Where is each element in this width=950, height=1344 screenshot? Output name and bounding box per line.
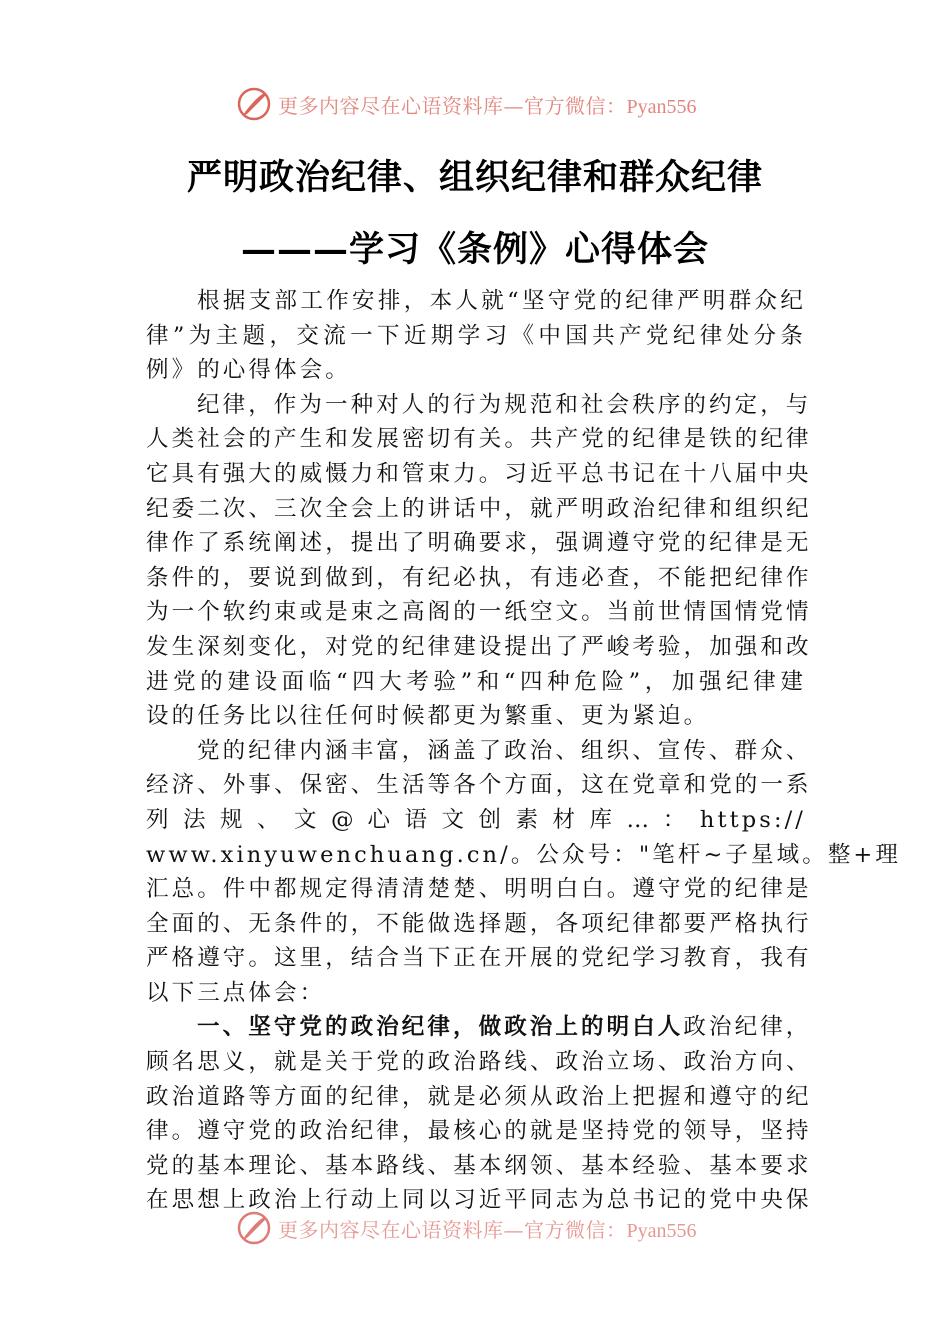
document-title: 严明政治纪律、组织纪律和群众纪律: [186, 157, 763, 198]
text-line: 律。遵守党的政治纪律，最核心的就是坚持党的领导，坚持: [146, 1118, 812, 1145]
pen-logo-icon: [236, 86, 272, 122]
text-line: 政治道路等方面的纪律，就是必须从政治上把握和遵守的纪: [146, 1083, 812, 1110]
text-line: 律”为主题，交流一下近期学习《中国共产党纪律处分条: [146, 322, 806, 349]
pen-logo-icon: [236, 1210, 272, 1246]
watermark-header: [236, 84, 756, 124]
section-heading: 一、坚守党的政治纪律，做政治上的明白人: [197, 1014, 684, 1041]
document-body: [146, 284, 901, 1218]
text-line: www.xinyuwenchuang.cn/。公众号："笔杆~子星域。整+理: [146, 841, 901, 868]
document-subtitle: ———学习《条例》心得体会: [240, 229, 709, 270]
text-line: 纪律，作为一种对人的行为规范和社会秩序的约定，与: [197, 391, 812, 418]
watermark-text: 更多内容尽在心语资料库—官方微信：Pyan556: [278, 1217, 697, 1242]
text-line: 在思想上政治上行动上同以习近平同志为总书记的党中央保: [146, 1187, 812, 1214]
watermark-text: 更多内容尽在心语资料库—官方微信：Pyan556: [278, 93, 697, 118]
text-line: 进党的建设面临“四大考验”和“四种危险”，加强纪律建: [146, 668, 806, 695]
text-line: 条件的，要说到做到，有纪必执，有违必查，不能把纪律作: [146, 564, 812, 591]
text-line: 严格遵守。这里，结合当下正在开展的党纪学习教育，我有: [146, 945, 812, 972]
watermark-footer: [236, 1208, 756, 1248]
text-line: 它具有强大的威慑力和管束力。习近平总书记在十八届中央: [146, 460, 812, 487]
text-line: 顾名思义，就是关于党的政治路线、政治立场、政治方向、: [146, 1049, 812, 1076]
text-line: 列 法 规 、 文 @ 心 语 文 创 素 材 库 … ： https://: [146, 806, 806, 833]
text-line: 发生深刻变化，对党的纪律建设提出了严峻考验，加强和改: [146, 633, 812, 660]
text-fragment: 政治纪律，: [683, 1014, 812, 1041]
section-heading-line: [146, 1010, 812, 1045]
text-line: 党的纪律内涵丰富，涵盖了政治、组织、宣传、群众、: [197, 737, 812, 764]
text-line: 为一个软约束或是束之高阁的一纸空文。当前世情国情党情: [146, 599, 812, 626]
text-line: 汇总。件中都规定得清清楚楚、明明白白。遵守党的纪律是: [146, 876, 812, 903]
text-line: 人类社会的产生和发展密切有关。共产党的纪律是铁的纪律: [146, 426, 812, 453]
text-line: 律作了系统阐述，提出了明确要求，强调遵守党的纪律是无: [146, 530, 812, 557]
text-line: 全面的、无条件的，不能做选择题，各项纪律都要严格执行: [146, 910, 812, 937]
text-line: 经济、外事、保密、生活等各个方面，这在党章和党的一系: [146, 772, 812, 799]
text-line: 纪委二次、三次全会上的讲话中，就严明政治纪律和组织纪: [146, 495, 812, 522]
text-line: 例》的心得体会。: [146, 357, 351, 384]
text-line: 党的基本理论、基本路线、基本纲领、基本经验、基本要求: [146, 1152, 812, 1179]
text-line: 设的任务比以往任何时候都更为繁重、更为紧迫。: [146, 703, 710, 730]
text-line: 根据支部工作安排，本人就“坚守党的纪律严明群众纪: [197, 288, 806, 314]
text-line: 以下三点体会：: [146, 979, 326, 1006]
